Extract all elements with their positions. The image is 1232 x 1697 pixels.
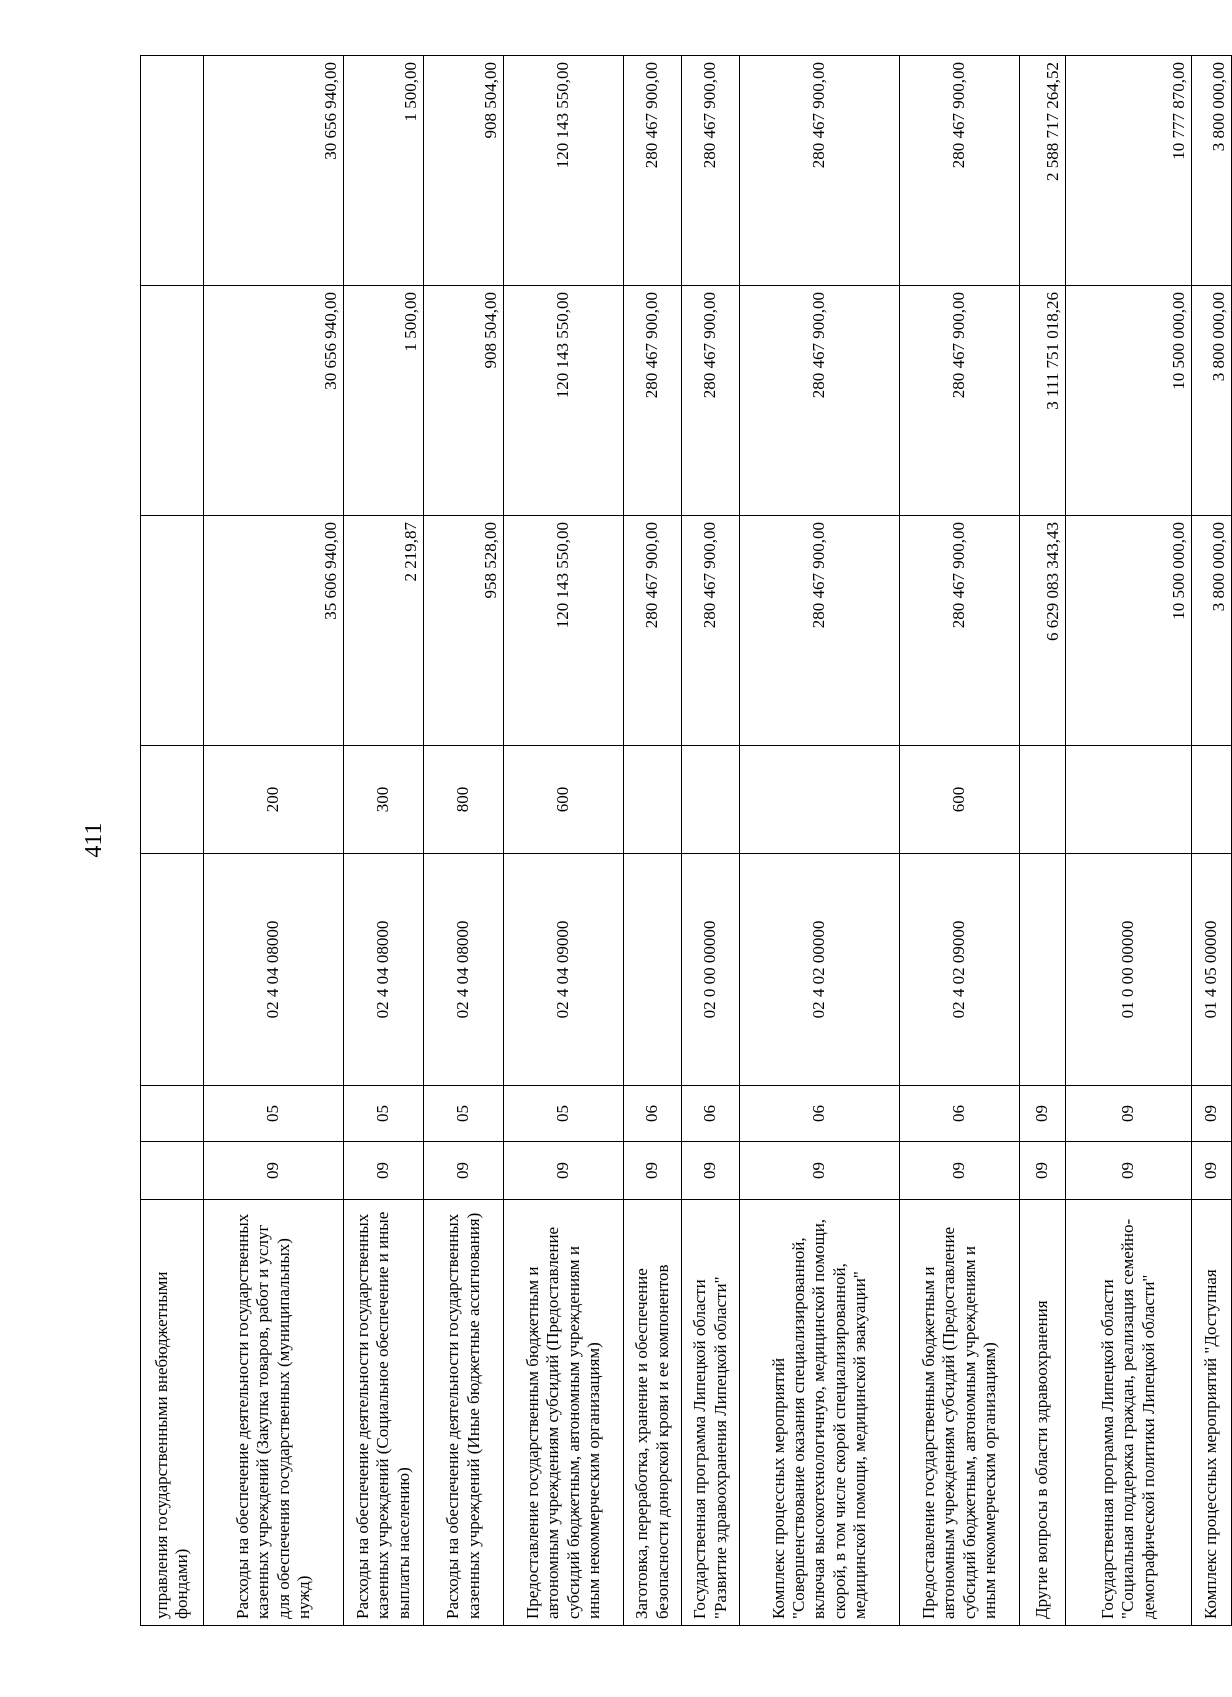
cell-target-article	[1020, 854, 1066, 1086]
cell-expense-type: 800	[424, 746, 504, 854]
cell-section: 09	[204, 1142, 344, 1200]
cell-amount-2026: 1 500,00	[344, 56, 424, 286]
cell-name: управления государственными внебюджетными фондами)	[141, 1200, 204, 1626]
cell-amount-2026: 280 467 900,00	[740, 56, 900, 286]
cell-subsection: 05	[504, 1086, 624, 1142]
cell-expense-type: 600	[900, 746, 1020, 854]
cell-amount-2026: 280 467 900,00	[624, 56, 682, 286]
cell-amount-2024: 280 467 900,00	[740, 516, 900, 746]
cell-amount-2026: 280 467 900,00	[682, 56, 740, 286]
cell-name: Государственная программа Липецкой области "Развитие здравоохранения Липецкой области"	[682, 1200, 740, 1626]
cell-target-article	[141, 854, 204, 1086]
table-row	[1020, 56, 1066, 1626]
cell-target-article: 01 4 05 00000	[1192, 854, 1232, 1086]
cell-section: 09	[1192, 1142, 1232, 1200]
cell-expense-type	[740, 746, 900, 854]
cell-amount-2025: 280 467 900,00	[900, 286, 1020, 516]
cell-subsection: 06	[900, 1086, 1020, 1142]
cell-amount-2025	[141, 286, 204, 516]
cell-amount-2026: 30 656 940,00	[204, 56, 344, 286]
cell-section: 09	[624, 1142, 682, 1200]
rotated-table-container	[140, 56, 1228, 1626]
cell-amount-2025: 3 111 751 018,26	[1020, 286, 1066, 516]
cell-amount-2025: 30 656 940,00	[204, 286, 344, 516]
cell-expense-type: 200	[204, 746, 344, 854]
cell-amount-2024: 35 606 940,00	[204, 516, 344, 746]
table-row	[204, 56, 344, 1626]
cell-amount-2024: 280 467 900,00	[900, 516, 1020, 746]
cell-amount-2026: 120 143 550,00	[504, 56, 624, 286]
cell-target-article: 02 4 02 09000	[900, 854, 1020, 1086]
cell-section: 09	[344, 1142, 424, 1200]
cell-amount-2024: 10 500 000,00	[1066, 516, 1192, 746]
cell-section	[141, 1142, 204, 1200]
cell-expense-type	[624, 746, 682, 854]
cell-subsection: 09	[1192, 1086, 1232, 1142]
cell-target-article	[624, 854, 682, 1086]
cell-subsection: 05	[344, 1086, 424, 1142]
cell-amount-2025: 280 467 900,00	[682, 286, 740, 516]
cell-target-article: 02 4 02 00000	[740, 854, 900, 1086]
cell-expense-type	[1066, 746, 1192, 854]
cell-amount-2024: 120 143 550,00	[504, 516, 624, 746]
cell-expense-type: 600	[504, 746, 624, 854]
table-row	[624, 56, 682, 1626]
cell-expense-type	[1192, 746, 1232, 854]
table-row	[141, 56, 204, 1626]
cell-name: Комплекс процессных мероприятий "Совершенствование оказания специализированной, включая высокотехнологичную, медицинской помощи, скорой, в том числе скорой специализированной, медицинской помощи, медицинской эвакуации"	[740, 1200, 900, 1626]
table-row	[682, 56, 740, 1626]
cell-amount-2026: 10 777 870,00	[1066, 56, 1192, 286]
table-row	[344, 56, 424, 1626]
cell-subsection: 06	[740, 1086, 900, 1142]
cell-name: Расходы на обеспечение деятельности государственных казенных учреждений (Иные бюджетные ассигнования)	[424, 1200, 504, 1626]
cell-amount-2025: 908 504,00	[424, 286, 504, 516]
table-row	[740, 56, 900, 1626]
cell-section: 09	[740, 1142, 900, 1200]
cell-amount-2026	[141, 56, 204, 286]
cell-target-article: 02 4 04 08000	[424, 854, 504, 1086]
cell-section: 09	[1020, 1142, 1066, 1200]
cell-target-article: 02 4 04 09000	[504, 854, 624, 1086]
table-row	[504, 56, 624, 1626]
table-row	[900, 56, 1020, 1626]
table-row	[1192, 56, 1232, 1626]
cell-name: Комплекс процессных мероприятий "Доступная	[1192, 1200, 1232, 1626]
cell-subsection	[141, 1086, 204, 1142]
cell-target-article: 02 4 04 08000	[204, 854, 344, 1086]
cell-expense-type	[141, 746, 204, 854]
cell-amount-2024	[141, 516, 204, 746]
cell-amount-2025: 120 143 550,00	[504, 286, 624, 516]
cell-amount-2025: 280 467 900,00	[624, 286, 682, 516]
page-number: 411	[81, 822, 107, 858]
cell-amount-2024: 958 528,00	[424, 516, 504, 746]
cell-subsection: 06	[624, 1086, 682, 1142]
cell-amount-2025: 10 500 000,00	[1066, 286, 1192, 516]
table-row	[1066, 56, 1192, 1626]
cell-amount-2026: 3 800 000,00	[1192, 56, 1232, 286]
cell-amount-2026: 908 504,00	[424, 56, 504, 286]
cell-section: 09	[682, 1142, 740, 1200]
cell-target-article: 02 4 04 08000	[344, 854, 424, 1086]
cell-subsection: 09	[1066, 1086, 1192, 1142]
cell-amount-2025: 3 800 000,00	[1192, 286, 1232, 516]
cell-subsection: 05	[424, 1086, 504, 1142]
cell-section: 09	[1066, 1142, 1192, 1200]
cell-name: Предоставление государственным бюджетным и автономным учреждениям субсидий (Предоставление субсидий бюджетным, автономным учреждениям и иным некоммерческим организациям)	[504, 1200, 624, 1626]
cell-amount-2025: 1 500,00	[344, 286, 424, 516]
cell-name: Расходы на обеспечение деятельности государственных казенных учреждений (Закупка товаров, работ и услуг для обеспечения государственных (муниципальных) нужд)	[204, 1200, 344, 1626]
cell-name: Заготовка, переработка, хранение и обеспечение безопасности донорской крови и ее компонентов	[624, 1200, 682, 1626]
cell-name: Предоставление государственным бюджетным и автономным учреждениям субсидий (Предоставление субсидий бюджетным, автономным учреждениям и иным некоммерческим организациям)	[900, 1200, 1020, 1626]
cell-amount-2024: 280 467 900,00	[624, 516, 682, 746]
cell-amount-2025: 280 467 900,00	[740, 286, 900, 516]
cell-subsection: 09	[1020, 1086, 1066, 1142]
cell-section: 09	[424, 1142, 504, 1200]
cell-name: Государственная программа Липецкой области "Социальная поддержка граждан, реализация семейно-демографической политики Липецкой области"	[1066, 1200, 1192, 1626]
cell-amount-2026: 280 467 900,00	[900, 56, 1020, 286]
budget-table	[140, 55, 1232, 1626]
cell-expense-type	[1020, 746, 1066, 854]
cell-section: 09	[900, 1142, 1020, 1200]
cell-amount-2024: 6 629 083 343,43	[1020, 516, 1066, 746]
table-row	[424, 56, 504, 1626]
cell-target-article: 02 0 00 00000	[682, 854, 740, 1086]
cell-name: Расходы на обеспечение деятельности государственных казенных учреждений (Социальное обеспечение и иные выплаты населению)	[344, 1200, 424, 1626]
cell-amount-2026: 2 588 717 264,52	[1020, 56, 1066, 286]
cell-expense-type	[682, 746, 740, 854]
cell-amount-2024: 3 800 000,00	[1192, 516, 1232, 746]
cell-subsection: 05	[204, 1086, 344, 1142]
table-body	[141, 56, 1232, 1626]
cell-amount-2024: 2 219,87	[344, 516, 424, 746]
cell-target-article: 01 0 00 00000	[1066, 854, 1192, 1086]
cell-name: Другие вопросы в области здравоохранения	[1020, 1200, 1066, 1626]
cell-section: 09	[504, 1142, 624, 1200]
cell-subsection: 06	[682, 1086, 740, 1142]
cell-amount-2024: 280 467 900,00	[682, 516, 740, 746]
cell-expense-type: 300	[344, 746, 424, 854]
